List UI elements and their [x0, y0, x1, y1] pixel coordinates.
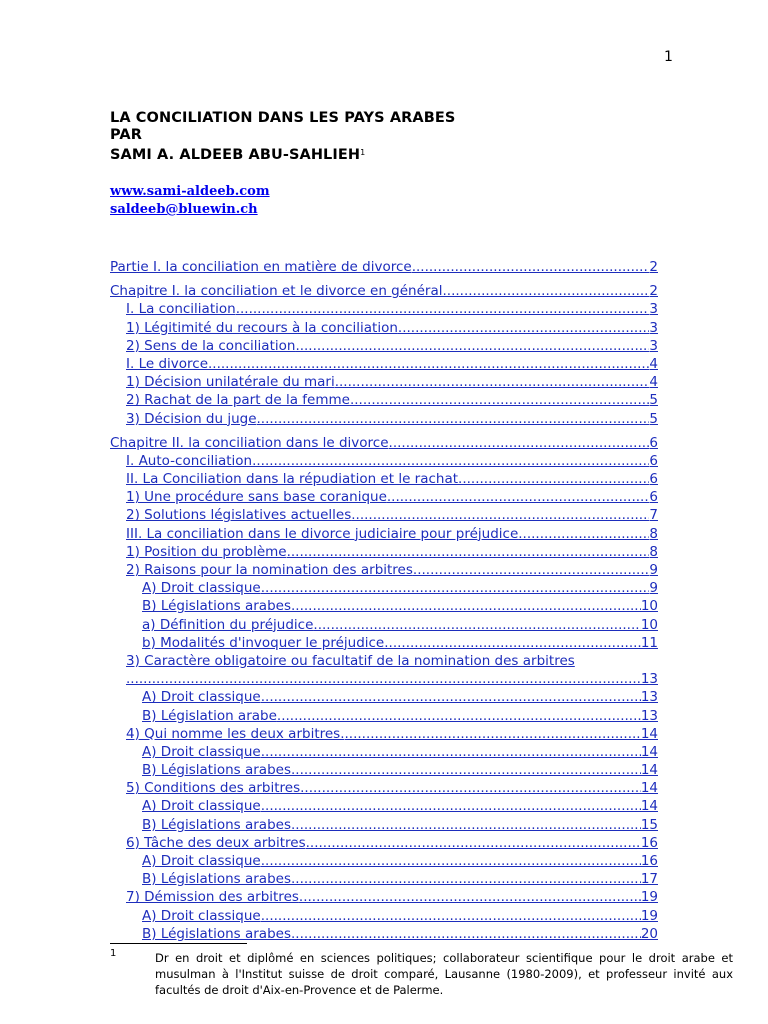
toc-page-number: 14 [640, 780, 658, 797]
toc-leader-dots [398, 319, 650, 337]
website-link[interactable]: www.sami-aldeeb.com [110, 184, 270, 199]
title-line-2: PAR [110, 127, 142, 143]
table-of-contents [110, 258, 658, 943]
toc-page-number: 16 [640, 853, 658, 869]
toc-leader-dots [345, 725, 641, 743]
toc-leader-dots [291, 816, 641, 834]
toc-leader-dots [389, 434, 650, 452]
toc-entry[interactable] [110, 907, 658, 925]
toc-leader-dots [291, 870, 641, 888]
toc-leader-dots [299, 888, 641, 906]
toc-entry-label: 6) Tâche des deux arbitres [126, 834, 306, 851]
toc-entry-label: A) Droit classique [142, 907, 261, 924]
toc-entry[interactable] [110, 634, 658, 652]
toc-page-number: 4 [649, 355, 658, 372]
toc-entry[interactable] [110, 834, 658, 852]
toc-entry-label: Chapitre II. la conciliation dans le divorce [110, 434, 389, 451]
toc-entry-label: 1) Une procédure sans base coranique [126, 489, 387, 506]
toc-entry-label: A) Droit classique [142, 580, 261, 597]
toc-entry-label: 1) Légitimité du recours à la conciliation [126, 319, 398, 336]
toc-page-number: 7 [649, 507, 658, 524]
toc-leader-dots [442, 282, 649, 300]
toc-page-number: 10 [640, 598, 658, 615]
toc-entry-label: II. La Conciliation dans la répudiation et le rachat [126, 471, 459, 488]
toc-entry[interactable] [110, 870, 658, 888]
toc-leader-dots [413, 561, 650, 579]
toc-entry[interactable] [110, 470, 658, 488]
toc-leader-dots [291, 597, 641, 615]
toc-entry-label: 5) Conditions des arbitres [126, 780, 301, 797]
toc-entry-label: 4) Qui nomme les deux arbitres. [126, 725, 345, 742]
toc-leader-dots [252, 452, 649, 470]
toc-entry[interactable] [110, 410, 658, 428]
toc-entry-label: B) Législation arabe [142, 707, 277, 724]
toc-entry[interactable] [110, 925, 658, 943]
toc-page-number: 6 [649, 434, 658, 451]
toc-leader-dots [313, 616, 640, 634]
footnote-text: Dr en droit et diplômé en sciences politiques; collaborateur scientifique pour le droit arabe et musulman à l'Institut suisse de droit comparé, Lausanne (1980-2009), et professeur invité aux facultés de droit d'Aix-en-Provence et de Palerme. [155, 951, 733, 997]
toc-leader-dots [261, 852, 641, 870]
email-link[interactable]: saldeeb@bluewin.ch [110, 202, 258, 217]
toc-leader-dots [387, 488, 650, 506]
toc-entry[interactable] [110, 561, 658, 579]
toc-page-number: 14 [640, 725, 658, 742]
toc-page-number: 19 [640, 907, 658, 924]
toc-page-number: 2 [649, 259, 658, 275]
toc-page-number: 3 [649, 301, 658, 318]
toc-entry-label: B) Législations arabes [142, 816, 291, 833]
toc-entry[interactable] [110, 337, 658, 355]
toc-entry-label: B) Législations arabes [142, 762, 291, 779]
toc-leader-dots [412, 258, 650, 276]
toc-entry-label: A) Droit classique [142, 853, 261, 869]
toc-entry[interactable] [110, 616, 658, 634]
toc-leader-dots [208, 355, 649, 373]
toc-leader-dots [236, 300, 650, 318]
toc-entry-label: I. Auto-conciliation [126, 452, 253, 469]
toc-entry-label: I. La conciliation [126, 301, 236, 318]
toc-entry[interactable] [110, 355, 658, 373]
toc-entry-label: III. La conciliation dans le divorce judiciaire pour préjudice [126, 525, 519, 542]
toc-leader-dots [384, 634, 641, 652]
toc-page-number: 19 [640, 889, 658, 906]
footnote-marker: 1 [110, 948, 117, 959]
toc-entry[interactable] [110, 579, 658, 597]
toc-page-number: 5 [649, 410, 658, 427]
toc-entry[interactable] [110, 319, 658, 337]
toc-entry-label[interactable]: 3) Caractère obligatoire ou facultatif de la nomination des arbitres [126, 652, 575, 669]
toc-page-number: 3 [649, 319, 658, 336]
toc-leader-dots [287, 543, 650, 561]
page-number: 1 [664, 49, 673, 65]
toc-entry[interactable] [110, 373, 658, 391]
toc-entry-label: B) Législations arabes [142, 925, 291, 942]
toc-entry-label: a) Définition du préjudice [142, 616, 314, 633]
document-title [110, 110, 455, 164]
toc-entry[interactable] [110, 506, 658, 524]
toc-entry[interactable] [110, 816, 658, 834]
toc-leader-dots [458, 470, 649, 488]
toc-entry-label: 3) Décision du juge [126, 410, 257, 427]
toc-page-number: 10 [640, 616, 658, 633]
footnote-divider [110, 943, 247, 944]
toc-entry-label: 7) Démission des arbitres [126, 889, 299, 906]
toc-page-number: 9 [649, 580, 658, 597]
title-author [110, 144, 455, 164]
toc-entry[interactable] [110, 282, 658, 300]
toc-leader-dots [350, 391, 649, 409]
toc-leader-dots [126, 670, 641, 688]
toc-page-number: 13 [640, 689, 658, 706]
toc-page-number: 8 [649, 543, 658, 560]
toc-page-number: 2 [649, 283, 658, 300]
toc-page-number: 15 [640, 816, 658, 833]
toc-leader-dots [261, 579, 650, 597]
toc-entry[interactable] [110, 707, 658, 725]
toc-entry-label: B) Législations arabes [142, 598, 291, 615]
toc-page-number: 9 [649, 562, 658, 578]
toc-entry[interactable] [110, 761, 658, 779]
toc-page-number: 16 [640, 834, 658, 851]
toc-entry-label: A) Droit classique [142, 798, 261, 815]
toc-entry-label: 1) Position du problème [126, 543, 287, 560]
toc-entry[interactable] [110, 888, 658, 906]
toc-entry[interactable] [110, 852, 658, 870]
toc-entry[interactable] [110, 725, 658, 743]
toc-page-number: 5 [649, 392, 658, 409]
toc-entry-label: 1) Décision unilatérale du mari [126, 374, 335, 391]
toc-entry-label: B) Législations arabes [142, 871, 291, 888]
toc-entry[interactable] [110, 597, 658, 615]
toc-page-number: 20 [640, 925, 658, 942]
toc-entry[interactable] [110, 258, 658, 276]
toc-page-number: 11 [640, 634, 658, 651]
toc-page-number: 14 [640, 762, 658, 779]
toc-entry[interactable] [110, 434, 658, 452]
toc-entry-label: Partie I. la conciliation en matière de divorce [110, 259, 412, 275]
toc-leader-dots [277, 707, 641, 725]
toc-page-number: 8 [649, 525, 658, 542]
toc-page-number: 14 [640, 743, 658, 760]
author-name: SAMI A. ALDEEB ABU-SAHLIEH [110, 147, 361, 163]
toc-leader-dots [291, 761, 641, 779]
toc-entry[interactable] [110, 779, 658, 797]
toc-entry[interactable] [110, 391, 658, 409]
toc-entry[interactable] [110, 300, 658, 318]
toc-page-number: 13 [640, 707, 658, 724]
toc-page-number: 6 [649, 452, 658, 469]
toc-leader-dots [291, 925, 641, 943]
toc-leader-dots [335, 373, 650, 391]
toc-entry-label: Chapitre I. la conciliation et le divorce en général [110, 283, 443, 300]
toc-page-number: 17 [640, 871, 658, 888]
toc-entry[interactable] [110, 797, 658, 815]
toc-entry[interactable] [110, 543, 658, 561]
toc-entry[interactable] [110, 688, 658, 706]
toc-entry[interactable] [110, 452, 658, 470]
toc-page-number: 14 [640, 798, 658, 815]
toc-leader-dots [300, 779, 641, 797]
toc-leader-dots [261, 907, 641, 925]
toc-page-number: 3 [649, 337, 658, 354]
toc-leader-dots [261, 688, 641, 706]
toc-entry[interactable] [110, 743, 658, 761]
toc-page-number: 6 [649, 471, 658, 488]
toc-entry[interactable] [110, 488, 658, 506]
toc-entry-label: 2) Sens de la conciliation [126, 337, 296, 354]
toc-entry-label: 2) Rachat de la part de la femme [126, 392, 350, 409]
toc-entry-label: b) Modalités d'invoquer le préjudice [142, 634, 385, 651]
toc-entry-label: I. Le divorce [126, 355, 208, 372]
toc-entry[interactable] [110, 670, 658, 688]
toc-entry-label: A) Droit classique [142, 743, 261, 760]
toc-entry-label: A) Droit classique [142, 689, 261, 706]
footnote-reference[interactable]: 1 [360, 148, 366, 157]
toc-entry-label: 2) Solutions législatives actuelles [126, 507, 352, 524]
toc-leader-dots [351, 506, 649, 524]
toc-leader-dots [261, 743, 641, 761]
toc-leader-dots [257, 410, 650, 428]
contact-links [110, 183, 270, 219]
toc-page-number: 13 [640, 671, 658, 688]
toc-leader-dots [518, 525, 649, 543]
toc-leader-dots [306, 834, 641, 852]
toc-leader-dots [295, 337, 649, 355]
toc-page-number: 4 [649, 374, 658, 391]
toc-leader-dots [261, 797, 641, 815]
title-line-1: LA CONCILIATION DANS LES PAYS ARABES [110, 110, 456, 126]
toc-page-number: 6 [649, 489, 658, 506]
toc-entry[interactable] [110, 525, 658, 543]
toc-entry-label: 2) Raisons pour la nomination des arbitres [126, 562, 413, 578]
